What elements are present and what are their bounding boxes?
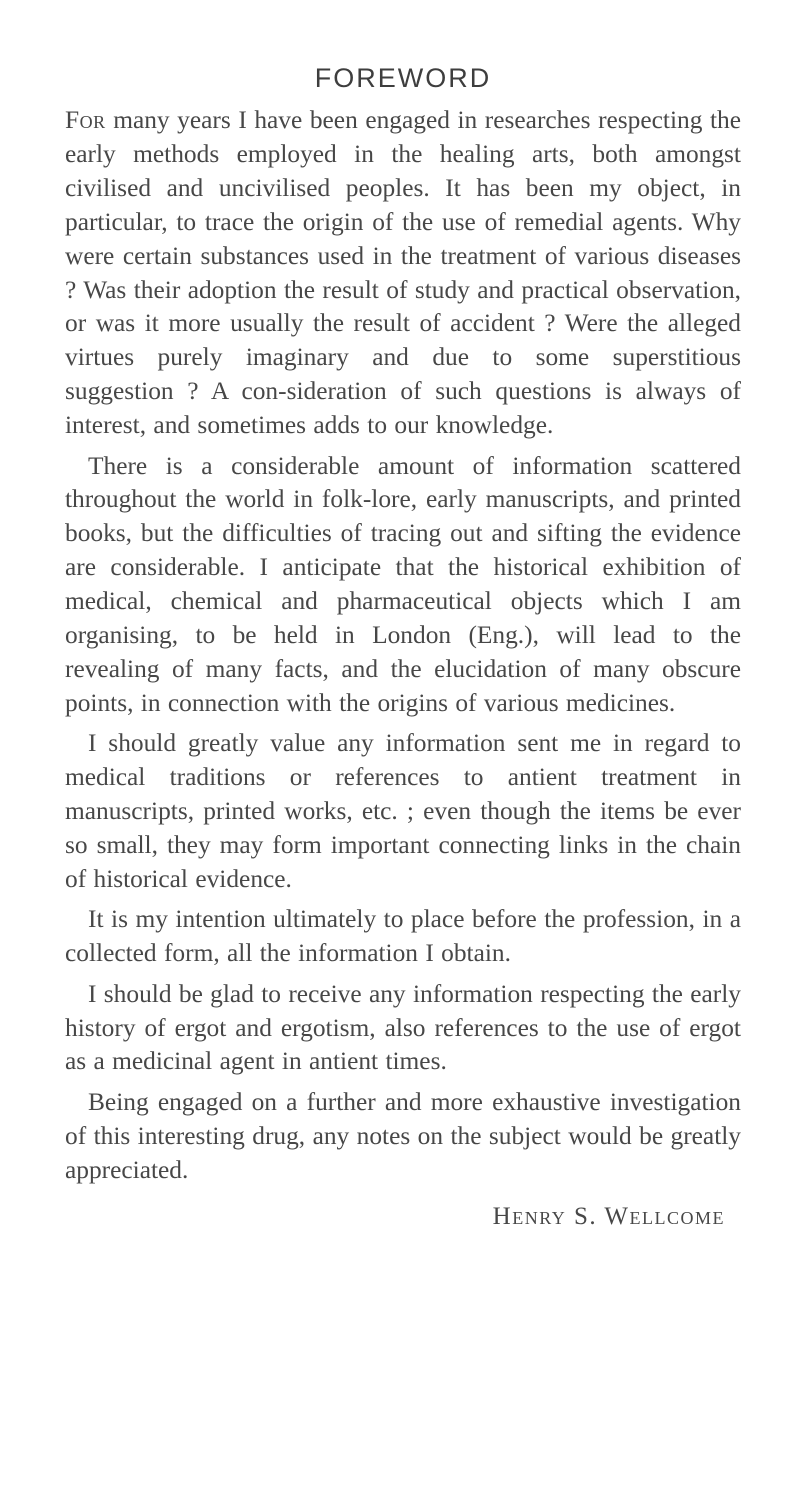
paragraph-4: It is my intention ultimately to place before the profession, in a collected form, all the information I obtain. <box>65 905 741 968</box>
paragraph-1-text: many years I have been engaged in researches respecting the early methods employed in the healing arts, both amongst civilised and uncivilised peoples. It has been my object, in particular, to trace the origin of the use of remedial agents. Why were certain substances used in the treatment of various diseases ? Was their adoption the result of study and practical observation, or was it more usually the result of accident ? Were the alleged virtues purely imaginary and due to some superstitious suggestion ? A con-sideration of such questions is always of interest, and sometimes adds to our knowledge. <box>65 106 741 440</box>
paragraph-6: Being engaged on a further and more exhaustive investigation of this interesting drug, any notes on the subject would be greatly appreciated. <box>65 1087 741 1184</box>
paragraph-1 <box>65 104 741 443</box>
paragraph-2: There is a considerable amount of information scattered throughout the world in folk-lore, early manuscripts, and printed books, but the difficulties of tracing out and sifting the evidence are considerable. I anticipate that the historical exhibition of medical, chemical and pharmaceutical objects which I am organising, to be held in London (Eng.), will lead to the revealing of many facts, and the elucidation of many obscure points, in connection with the origins of various medicines. <box>65 451 741 717</box>
page-title: FOREWORD <box>314 63 492 93</box>
paragraph-3: I should greatly value any information sent me in regard to medical traditions or references to antient treatment in manuscripts, printed works, etc. ; even though the items be ever so small, they may form important connecting links in the chain of historical evidence. <box>65 729 741 893</box>
foreword-page <box>65 58 741 1234</box>
paragraph-1-lead: For <box>65 106 106 134</box>
paragraph-5: I should be glad to receive any information respecting the early history of ergot and ergotism, also references to the use of ergot as a medicinal agent in antient times. <box>65 979 741 1076</box>
signature: Henry S. Wellcome <box>492 1202 725 1230</box>
